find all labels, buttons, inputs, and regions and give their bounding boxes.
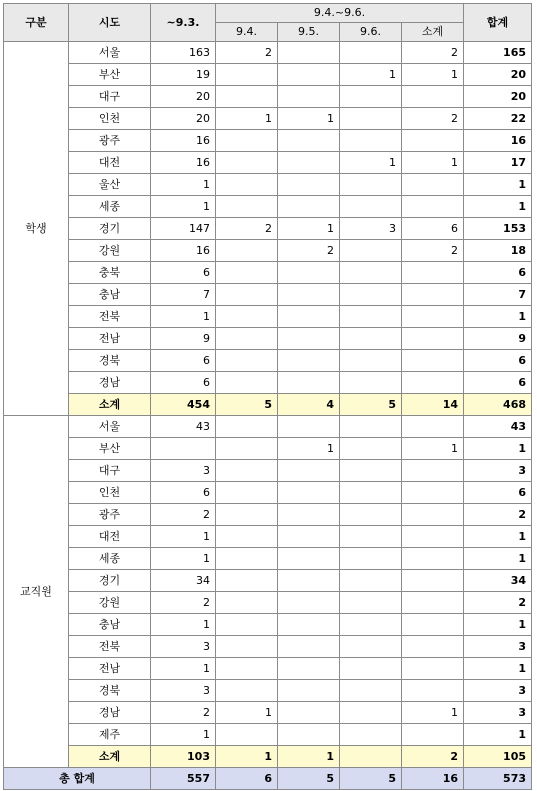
until-cell: 3 [151, 460, 216, 482]
table-row [4, 680, 532, 702]
region-cell: 경북 [69, 350, 151, 372]
total-cell: 17 [464, 152, 532, 174]
header-until: ~9.3. [151, 4, 216, 42]
header-category: 구분 [4, 4, 69, 42]
table-row [4, 42, 532, 64]
total-cell: 153 [464, 218, 532, 240]
table-row [4, 152, 532, 174]
sub-cell: 6 [402, 218, 464, 240]
sub-cell: 2 [402, 42, 464, 64]
d3-cell [340, 438, 402, 460]
d3-cell [340, 130, 402, 152]
d1-cell [216, 658, 278, 680]
d1-cell [216, 86, 278, 108]
sub-cell [402, 130, 464, 152]
total-cell: 34 [464, 570, 532, 592]
sub-cell: 2 [402, 240, 464, 262]
total-cell: 6 [464, 482, 532, 504]
subtotal-sub-cell: 2 [402, 746, 464, 768]
total-cell: 2 [464, 592, 532, 614]
header-region: 시도 [69, 4, 151, 42]
header-day-2: 9.5. [278, 23, 340, 42]
d3-cell [340, 86, 402, 108]
sub-cell [402, 636, 464, 658]
table-row [4, 702, 532, 724]
total-cell: 1 [464, 306, 532, 328]
d1-cell [216, 350, 278, 372]
total-cell: 1 [464, 614, 532, 636]
d3-cell [340, 196, 402, 218]
d3-cell [340, 526, 402, 548]
total-cell: 43 [464, 416, 532, 438]
sub-cell [402, 416, 464, 438]
d3-cell [340, 504, 402, 526]
region-cell: 서울 [69, 416, 151, 438]
d3-cell [340, 460, 402, 482]
until-cell [151, 438, 216, 460]
until-cell: 163 [151, 42, 216, 64]
d1-cell: 2 [216, 218, 278, 240]
until-cell: 20 [151, 86, 216, 108]
d1-cell [216, 240, 278, 262]
d1-cell [216, 64, 278, 86]
until-cell: 16 [151, 240, 216, 262]
grand-total-d1-cell: 6 [216, 768, 278, 790]
sub-cell: 1 [402, 152, 464, 174]
d1-cell [216, 306, 278, 328]
d3-cell [340, 482, 402, 504]
d3-cell: 1 [340, 64, 402, 86]
subtotal-d3-cell [340, 746, 402, 768]
d3-cell [340, 592, 402, 614]
sub-cell [402, 482, 464, 504]
region-cell: 광주 [69, 130, 151, 152]
d2-cell: 1 [278, 218, 340, 240]
sub-cell [402, 658, 464, 680]
d3-cell [340, 614, 402, 636]
until-cell: 6 [151, 350, 216, 372]
table-row [4, 108, 532, 130]
table-row [4, 86, 532, 108]
subtotal-label: 소계 [69, 746, 151, 768]
region-cell: 대전 [69, 526, 151, 548]
table-row [4, 372, 532, 394]
d2-cell [278, 592, 340, 614]
region-cell: 서울 [69, 42, 151, 64]
sub-cell [402, 526, 464, 548]
sub-cell: 1 [402, 64, 464, 86]
until-cell: 1 [151, 306, 216, 328]
region-cell: 세종 [69, 196, 151, 218]
d1-cell [216, 196, 278, 218]
sub-cell [402, 350, 464, 372]
d2-cell [278, 702, 340, 724]
until-cell: 1 [151, 658, 216, 680]
d3-cell [340, 680, 402, 702]
total-cell: 1 [464, 548, 532, 570]
total-cell: 22 [464, 108, 532, 130]
total-cell: 3 [464, 460, 532, 482]
subtotal-until-cell: 103 [151, 746, 216, 768]
total-cell: 20 [464, 64, 532, 86]
d3-cell [340, 240, 402, 262]
d2-cell [278, 42, 340, 64]
d3-cell [340, 548, 402, 570]
d2-cell [278, 658, 340, 680]
d1-cell [216, 438, 278, 460]
table-row [4, 460, 532, 482]
total-cell: 18 [464, 240, 532, 262]
subtotal-d1-cell: 5 [216, 394, 278, 416]
total-cell: 7 [464, 284, 532, 306]
until-cell: 6 [151, 372, 216, 394]
header-total: 합계 [464, 4, 532, 42]
region-cell: 경북 [69, 680, 151, 702]
table-body [4, 42, 532, 790]
table-row [4, 636, 532, 658]
d3-cell [340, 306, 402, 328]
d3-cell [340, 262, 402, 284]
region-cell: 경남 [69, 372, 151, 394]
region-cell: 울산 [69, 174, 151, 196]
total-cell: 3 [464, 702, 532, 724]
d1-cell [216, 570, 278, 592]
sub-cell [402, 548, 464, 570]
region-cell: 부산 [69, 64, 151, 86]
d1-cell [216, 460, 278, 482]
header-period: 9.4.~9.6. [216, 4, 464, 23]
d3-cell [340, 702, 402, 724]
d3-cell [340, 636, 402, 658]
sub-cell [402, 86, 464, 108]
table-row [4, 218, 532, 240]
d2-cell [278, 636, 340, 658]
d3-cell [340, 658, 402, 680]
sub-cell [402, 680, 464, 702]
region-cell: 충북 [69, 262, 151, 284]
data-table [3, 3, 532, 790]
table-row [4, 196, 532, 218]
subtotal-sub-cell: 14 [402, 394, 464, 416]
d2-cell [278, 372, 340, 394]
d1-cell [216, 130, 278, 152]
d2-cell [278, 416, 340, 438]
total-cell: 1 [464, 526, 532, 548]
subtotal-until-cell: 454 [151, 394, 216, 416]
total-cell: 20 [464, 86, 532, 108]
subtotal-label: 소계 [69, 394, 151, 416]
table-row [4, 240, 532, 262]
d2-cell [278, 460, 340, 482]
d2-cell [278, 548, 340, 570]
until-cell: 1 [151, 724, 216, 746]
until-cell: 16 [151, 130, 216, 152]
region-cell: 전북 [69, 636, 151, 658]
region-cell: 경기 [69, 570, 151, 592]
grand-total-total-cell: 573 [464, 768, 532, 790]
grand-total-sub-cell: 16 [402, 768, 464, 790]
table-row [4, 64, 532, 86]
until-cell: 2 [151, 504, 216, 526]
subtotal-d2-cell: 1 [278, 746, 340, 768]
header-day-1: 9.4. [216, 23, 278, 42]
until-cell: 16 [151, 152, 216, 174]
until-cell: 6 [151, 262, 216, 284]
region-cell: 인천 [69, 108, 151, 130]
d1-cell [216, 724, 278, 746]
d2-cell [278, 64, 340, 86]
sub-cell [402, 284, 464, 306]
sub-cell [402, 570, 464, 592]
until-cell: 1 [151, 196, 216, 218]
d1-cell [216, 680, 278, 702]
d2-cell [278, 526, 340, 548]
until-cell: 7 [151, 284, 216, 306]
sub-cell [402, 306, 464, 328]
region-cell: 전남 [69, 328, 151, 350]
total-cell: 3 [464, 680, 532, 702]
d1-cell [216, 548, 278, 570]
table-header [4, 4, 532, 42]
subtotal-d3-cell: 5 [340, 394, 402, 416]
d1-cell [216, 592, 278, 614]
until-cell: 20 [151, 108, 216, 130]
grand-total-d2-cell: 5 [278, 768, 340, 790]
d3-cell [340, 350, 402, 372]
subtotal-row [4, 746, 532, 768]
table-row [4, 482, 532, 504]
sub-cell [402, 504, 464, 526]
table-row [4, 658, 532, 680]
table-row [4, 438, 532, 460]
total-cell: 1 [464, 174, 532, 196]
until-cell: 19 [151, 64, 216, 86]
region-cell: 광주 [69, 504, 151, 526]
region-cell: 충남 [69, 614, 151, 636]
region-cell: 부산 [69, 438, 151, 460]
d3-cell [340, 416, 402, 438]
d2-cell [278, 86, 340, 108]
d3-cell [340, 372, 402, 394]
region-cell: 인천 [69, 482, 151, 504]
until-cell: 34 [151, 570, 216, 592]
region-cell: 강원 [69, 592, 151, 614]
table-row [4, 592, 532, 614]
table-row [4, 724, 532, 746]
subtotal-total-cell: 468 [464, 394, 532, 416]
d2-cell [278, 262, 340, 284]
d1-cell: 1 [216, 702, 278, 724]
d3-cell [340, 570, 402, 592]
d2-cell [278, 284, 340, 306]
table-row [4, 174, 532, 196]
d3-cell [340, 108, 402, 130]
table-row [4, 548, 532, 570]
sub-cell [402, 262, 464, 284]
region-cell: 충남 [69, 284, 151, 306]
table-row [4, 130, 532, 152]
until-cell: 2 [151, 592, 216, 614]
d1-cell [216, 482, 278, 504]
table-row [4, 614, 532, 636]
total-cell: 2 [464, 504, 532, 526]
region-cell: 강원 [69, 240, 151, 262]
until-cell: 1 [151, 174, 216, 196]
total-cell: 6 [464, 350, 532, 372]
d1-cell [216, 504, 278, 526]
table-row [4, 570, 532, 592]
total-cell: 3 [464, 636, 532, 658]
d2-cell: 1 [278, 438, 340, 460]
total-cell: 1 [464, 196, 532, 218]
subtotal-d2-cell: 4 [278, 394, 340, 416]
until-cell: 1 [151, 548, 216, 570]
d1-cell [216, 152, 278, 174]
d2-cell [278, 350, 340, 372]
total-cell: 9 [464, 328, 532, 350]
region-cell: 경기 [69, 218, 151, 240]
total-cell: 16 [464, 130, 532, 152]
sub-cell [402, 724, 464, 746]
total-cell: 1 [464, 438, 532, 460]
region-cell: 세종 [69, 548, 151, 570]
until-cell: 3 [151, 680, 216, 702]
sub-cell [402, 614, 464, 636]
total-cell: 6 [464, 372, 532, 394]
d2-cell [278, 570, 340, 592]
d2-cell [278, 196, 340, 218]
sub-cell: 1 [402, 438, 464, 460]
d3-cell [340, 284, 402, 306]
until-cell: 147 [151, 218, 216, 240]
sub-cell: 1 [402, 702, 464, 724]
d1-cell: 1 [216, 108, 278, 130]
table-row [4, 416, 532, 438]
d2-cell [278, 614, 340, 636]
d2-cell [278, 482, 340, 504]
until-cell: 1 [151, 526, 216, 548]
d2-cell [278, 174, 340, 196]
total-cell: 1 [464, 724, 532, 746]
region-cell: 전남 [69, 658, 151, 680]
region-cell: 대구 [69, 460, 151, 482]
d1-cell [216, 416, 278, 438]
until-cell: 3 [151, 636, 216, 658]
d2-cell [278, 504, 340, 526]
d2-cell [278, 152, 340, 174]
region-cell: 대구 [69, 86, 151, 108]
grand-total-label: 총 합계 [4, 768, 151, 790]
group-label: 교직원 [4, 416, 69, 768]
d2-cell [278, 680, 340, 702]
table-row [4, 262, 532, 284]
until-cell: 6 [151, 482, 216, 504]
table-row [4, 328, 532, 350]
d1-cell [216, 636, 278, 658]
table-row [4, 350, 532, 372]
d3-cell [340, 724, 402, 746]
total-cell: 6 [464, 262, 532, 284]
d3-cell [340, 174, 402, 196]
subtotal-d1-cell: 1 [216, 746, 278, 768]
total-cell: 1 [464, 658, 532, 680]
d1-cell [216, 526, 278, 548]
region-cell: 전북 [69, 306, 151, 328]
header-subtotal: 소계 [402, 23, 464, 42]
region-cell: 경남 [69, 702, 151, 724]
grand-total-row [4, 768, 532, 790]
region-cell: 제주 [69, 724, 151, 746]
d2-cell [278, 328, 340, 350]
sub-cell [402, 460, 464, 482]
sub-cell [402, 328, 464, 350]
table-row [4, 284, 532, 306]
d2-cell [278, 724, 340, 746]
until-cell: 2 [151, 702, 216, 724]
d2-cell [278, 130, 340, 152]
d3-cell: 1 [340, 152, 402, 174]
d1-cell [216, 328, 278, 350]
subtotal-total-cell: 105 [464, 746, 532, 768]
sub-cell [402, 174, 464, 196]
header-day-3: 9.6. [340, 23, 402, 42]
grand-total-d3-cell: 5 [340, 768, 402, 790]
total-cell: 165 [464, 42, 532, 64]
d2-cell: 2 [278, 240, 340, 262]
table-row [4, 526, 532, 548]
d3-cell [340, 42, 402, 64]
d2-cell: 1 [278, 108, 340, 130]
subtotal-row [4, 394, 532, 416]
sub-cell [402, 592, 464, 614]
d1-cell [216, 614, 278, 636]
d1-cell [216, 284, 278, 306]
table-row [4, 504, 532, 526]
grand-total-until-cell: 557 [151, 768, 216, 790]
d3-cell: 3 [340, 218, 402, 240]
sub-cell [402, 196, 464, 218]
d1-cell: 2 [216, 42, 278, 64]
d3-cell [340, 328, 402, 350]
region-cell: 대전 [69, 152, 151, 174]
d1-cell [216, 262, 278, 284]
until-cell: 9 [151, 328, 216, 350]
sub-cell [402, 372, 464, 394]
d1-cell [216, 372, 278, 394]
table-row [4, 306, 532, 328]
until-cell: 1 [151, 614, 216, 636]
d1-cell [216, 174, 278, 196]
d2-cell [278, 306, 340, 328]
group-label: 학생 [4, 42, 69, 416]
sub-cell: 2 [402, 108, 464, 130]
until-cell: 43 [151, 416, 216, 438]
